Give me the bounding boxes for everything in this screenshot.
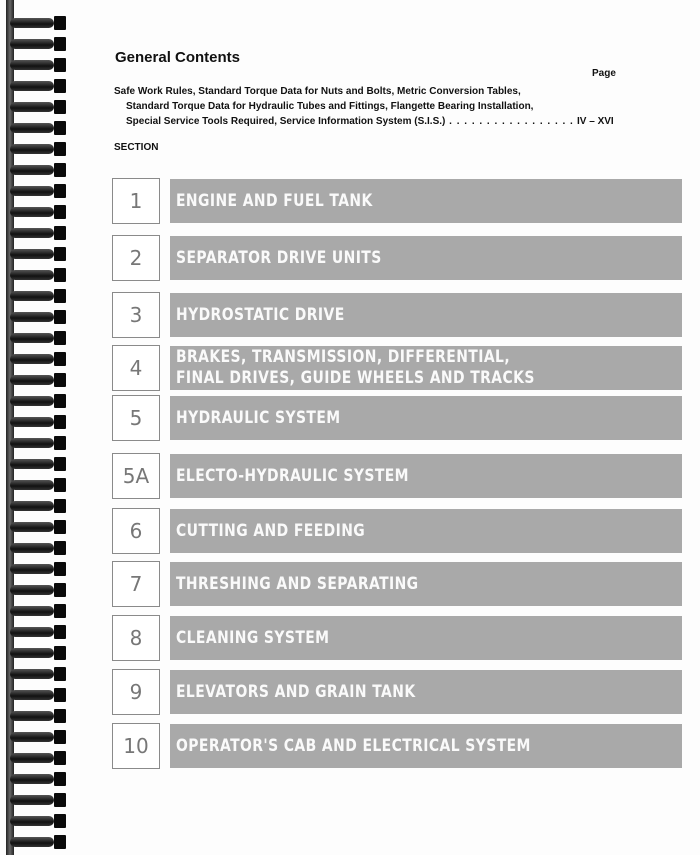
ring-loop: [10, 123, 54, 133]
leader-dots: . . . . . . . . . . . . . . . . .: [445, 116, 574, 127]
section-number: 6: [112, 508, 160, 554]
section-column-label: SECTION: [114, 142, 159, 153]
binding-ring: [10, 669, 66, 679]
section-title: FINAL DRIVES, GUIDE WHEELS AND TRACKS: [176, 368, 535, 388]
ring-loop: [10, 795, 54, 805]
ring-loop: [10, 648, 54, 658]
section-title-bar: [170, 616, 682, 660]
binding-ring: [10, 102, 66, 112]
ring-loop: [10, 543, 54, 553]
section-row[interactable]: [112, 395, 682, 441]
ring-loop: [10, 396, 54, 406]
ring-loop: [10, 585, 54, 595]
binding-ring: [10, 480, 66, 490]
ring-hole: [54, 667, 66, 681]
ring-loop: [10, 501, 54, 511]
ring-loop: [10, 249, 54, 259]
ring-loop: [10, 669, 54, 679]
ring-hole: [54, 730, 66, 744]
ring-loop: [10, 732, 54, 742]
intro-line-2: Standard Torque Data for Hydraulic Tubes and Fittings, Flangette Bearing Installation,: [126, 101, 534, 112]
binding-ring: [10, 270, 66, 280]
section-title: OPERATOR'S CAB AND ELECTRICAL SYSTEM: [176, 735, 531, 756]
binding-ring: [10, 396, 66, 406]
ring-loop: [10, 165, 54, 175]
section-row[interactable]: [112, 235, 682, 281]
section-row[interactable]: [112, 178, 682, 224]
binding-ring: [10, 585, 66, 595]
ring-hole: [54, 436, 66, 450]
section-number: 2: [112, 235, 160, 281]
ring-hole: [54, 772, 66, 786]
section-title-bar: [170, 454, 682, 498]
ring-loop: [10, 144, 54, 154]
ring-hole: [54, 583, 66, 597]
section-number: 10: [112, 723, 160, 769]
ring-loop: [10, 522, 54, 532]
section-title: HYDROSTATIC DRIVE: [176, 304, 345, 325]
binding-ring: [10, 543, 66, 553]
binding-ring: [10, 501, 66, 511]
binding-ring: [10, 753, 66, 763]
ring-hole: [54, 184, 66, 198]
ring-hole: [54, 205, 66, 219]
binding-ring: [10, 732, 66, 742]
ring-hole: [54, 499, 66, 513]
spiral-binding: [0, 0, 72, 855]
binding-ring: [10, 144, 66, 154]
ring-loop: [10, 354, 54, 364]
section-number: 8: [112, 615, 160, 661]
ring-hole: [54, 478, 66, 492]
ring-hole: [54, 268, 66, 282]
section-title: SEPARATOR DRIVE UNITS: [176, 247, 382, 268]
ring-loop: [10, 816, 54, 826]
binding-ring: [10, 564, 66, 574]
section-title-bar: [170, 293, 682, 337]
binding-ring: [10, 774, 66, 784]
binding-ring: [10, 690, 66, 700]
ring-hole: [54, 793, 66, 807]
ring-loop: [10, 438, 54, 448]
ring-hole: [54, 814, 66, 828]
binding-ring: [10, 186, 66, 196]
ring-hole: [54, 310, 66, 324]
ring-loop: [10, 186, 54, 196]
section-number: 5: [112, 395, 160, 441]
binding-ring: [10, 816, 66, 826]
page-column-label: Page: [592, 68, 616, 79]
section-title: HYDRAULIC SYSTEM: [176, 407, 341, 428]
ring-loop: [10, 312, 54, 322]
section-title-bar: [170, 179, 682, 223]
binding-ring: [10, 18, 66, 28]
ring-hole: [54, 121, 66, 135]
binding-ring: [10, 711, 66, 721]
ring-loop: [10, 81, 54, 91]
section-row[interactable]: [112, 723, 682, 769]
intro-page-range: IV – XVI: [577, 116, 614, 127]
ring-loop: [10, 711, 54, 721]
ring-loop: [10, 480, 54, 490]
ring-hole: [54, 289, 66, 303]
ring-loop: [10, 837, 54, 847]
section-number: 9: [112, 669, 160, 715]
binding-ring: [10, 39, 66, 49]
ring-loop: [10, 774, 54, 784]
section-row[interactable]: [112, 561, 682, 607]
ring-hole: [54, 751, 66, 765]
ring-hole: [54, 541, 66, 555]
binding-ring: [10, 333, 66, 343]
ring-hole: [54, 394, 66, 408]
binding-ring: [10, 522, 66, 532]
ring-loop: [10, 375, 54, 385]
section-row[interactable]: [112, 508, 682, 554]
section-title: CUTTING AND FEEDING: [176, 520, 366, 541]
ring-loop: [10, 753, 54, 763]
section-title: ELEVATORS AND GRAIN TANK: [176, 681, 416, 702]
ring-hole: [54, 646, 66, 660]
section-title: ELECTO-HYDRAULIC SYSTEM: [176, 465, 409, 486]
ring-loop: [10, 291, 54, 301]
section-title-bar: [170, 396, 682, 440]
binding-ring: [10, 123, 66, 133]
ring-loop: [10, 627, 54, 637]
binding-ring: [10, 207, 66, 217]
ring-loop: [10, 690, 54, 700]
ring-hole: [54, 100, 66, 114]
ring-hole: [54, 709, 66, 723]
section-title: CLEANING SYSTEM: [176, 627, 330, 648]
ring-hole: [54, 604, 66, 618]
intro-line-1: Safe Work Rules, Standard Torque Data for Nuts and Bolts, Metric Conversion Tables,: [114, 86, 521, 97]
binding-ring: [10, 648, 66, 658]
section-title-bar: [170, 724, 682, 768]
intro-contents-entry: [114, 84, 644, 129]
binding-ring: [10, 60, 66, 70]
section-title: BRAKES, TRANSMISSION, DIFFERENTIAL,: [176, 347, 511, 367]
ring-hole: [54, 373, 66, 387]
ring-hole: [54, 226, 66, 240]
ring-hole: [54, 58, 66, 72]
ring-loop: [10, 102, 54, 112]
ring-hole: [54, 835, 66, 849]
ring-loop: [10, 417, 54, 427]
ring-hole: [54, 625, 66, 639]
section-row[interactable]: [112, 669, 682, 715]
section-number: 4: [112, 345, 160, 391]
section-title-bar: [170, 346, 682, 390]
binding-ring: [10, 417, 66, 427]
section-number: 7: [112, 561, 160, 607]
page-title: General Contents: [115, 49, 241, 66]
section-row[interactable]: [112, 453, 682, 499]
ring-hole: [54, 457, 66, 471]
ring-hole: [54, 688, 66, 702]
section-title: ENGINE AND FUEL TANK: [176, 190, 373, 211]
ring-loop: [10, 564, 54, 574]
ring-loop: [10, 207, 54, 217]
section-row[interactable]: [112, 345, 682, 391]
binding-ring: [10, 249, 66, 259]
binding-ring: [10, 627, 66, 637]
binding-ring: [10, 837, 66, 847]
binding-ring: [10, 291, 66, 301]
binding-ring: [10, 606, 66, 616]
ring-loop: [10, 333, 54, 343]
section-title-bar: [170, 509, 682, 553]
section-title-bar: [170, 670, 682, 714]
binding-ring: [10, 438, 66, 448]
binding-ring: [10, 459, 66, 469]
ring-hole: [54, 37, 66, 51]
section-row[interactable]: [112, 292, 682, 338]
section-title: THRESHING AND SEPARATING: [176, 573, 419, 594]
binding-ring: [10, 228, 66, 238]
section-title-bar: [170, 236, 682, 280]
section-number: 1: [112, 178, 160, 224]
ring-hole: [54, 520, 66, 534]
ring-hole: [54, 142, 66, 156]
binding-ring: [10, 354, 66, 364]
ring-hole: [54, 163, 66, 177]
binding-ring: [10, 795, 66, 805]
ring-loop: [10, 606, 54, 616]
ring-hole: [54, 16, 66, 30]
ring-loop: [10, 18, 54, 28]
ring-hole: [54, 79, 66, 93]
ring-hole: [54, 331, 66, 345]
section-row[interactable]: [112, 615, 682, 661]
ring-hole: [54, 247, 66, 261]
intro-line-3-text: Special Service Tools Required, Service Information System (S.I.S.): [126, 116, 446, 127]
intro-line-3: [114, 114, 644, 129]
section-number: 3: [112, 292, 160, 338]
binding-ring: [10, 375, 66, 385]
ring-loop: [10, 270, 54, 280]
section-title-bar: [170, 562, 682, 606]
ring-loop: [10, 459, 54, 469]
binding-ring: [10, 81, 66, 91]
ring-loop: [10, 228, 54, 238]
ring-hole: [54, 562, 66, 576]
ring-loop: [10, 39, 54, 49]
ring-loop: [10, 60, 54, 70]
binding-ring: [10, 165, 66, 175]
ring-hole: [54, 352, 66, 366]
section-number: 5A: [112, 453, 160, 499]
binding-ring: [10, 312, 66, 322]
ring-hole: [54, 415, 66, 429]
